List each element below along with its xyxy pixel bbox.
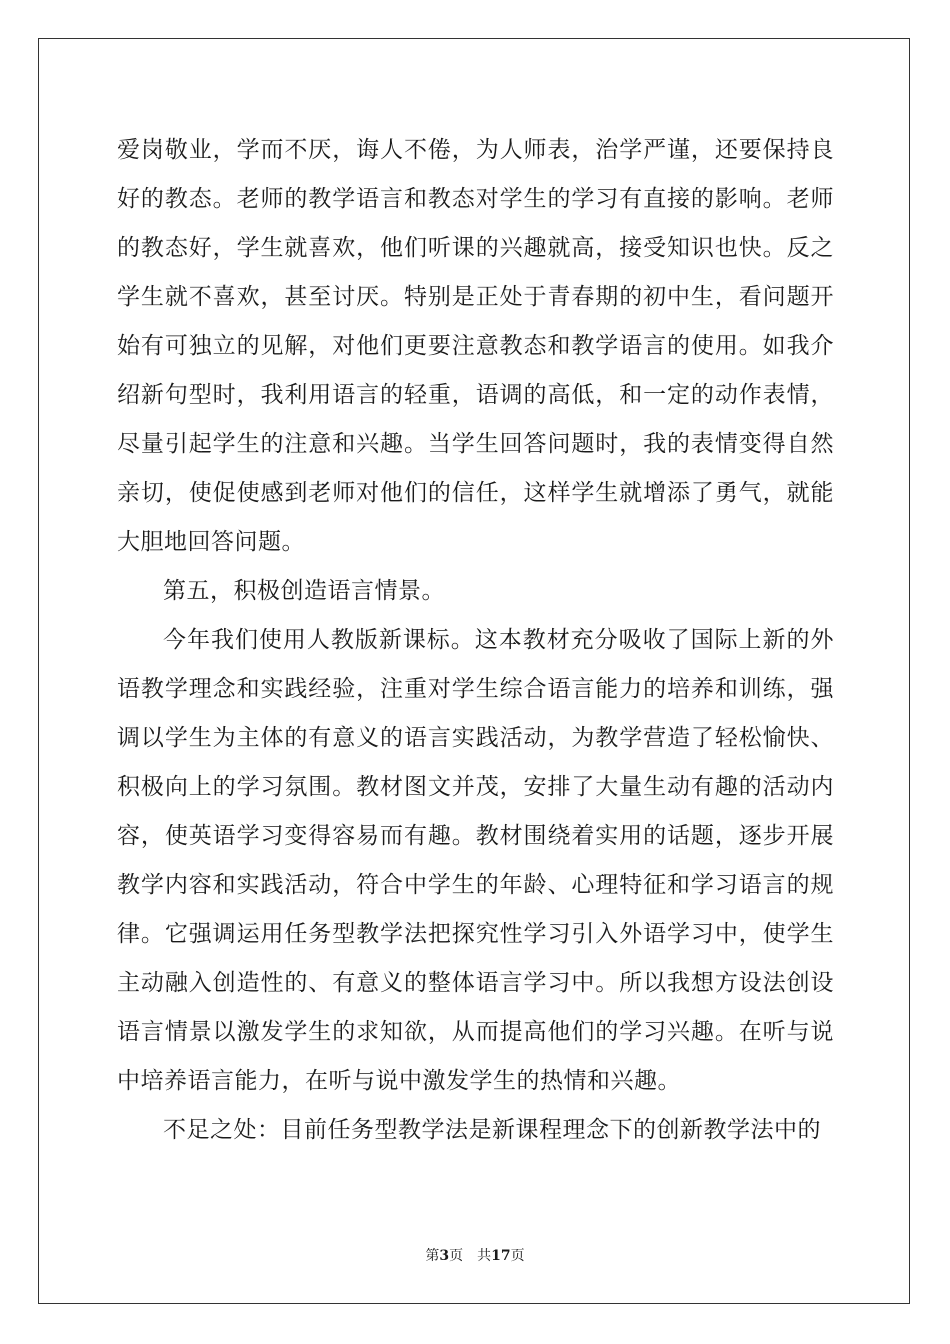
page-footer [0,1246,950,1266]
document-body [117,126,834,1155]
paragraph-4: 不足之处：目前任务型教学法是新课程理念下的创新教学法中的 [163,1117,821,1143]
page-current: 3 [439,1248,450,1264]
total-prefix: 共 [477,1248,492,1264]
page-prefix: 第 [425,1248,440,1264]
page-unit: 页 [449,1248,464,1264]
page-total-label [477,1248,524,1264]
paragraph-3: 今年我们使用人教版新课标。这本教材充分吸收了国际上新的外语教学理念和实践经验，注重对学生综合语言能力的培养和训练，强调以学生为主体的有意义的语言实践活动，为教学营造了轻松愉快、积极向上的学习氛围。教材图文并茂，安排了大量生动有趣的活动内容，使英语学习变得容易而有趣。教材围绕着实用的话题，逐步开展教学内容和实践活动，符合中学生的年龄、心理特征和学习语言的规律。它强调运用任务型教学法把探究性学习引入外语学习中，使学生主动融入创造性的、有意义的整体语言学习中。所以我想方设法创设语言情景以激发学生的求知欲，从而提高他们的学习兴趣。在听与说中培养语言能力，在听与说中激发学生的热情和兴趣。 [117,627,834,1094]
paragraph-2-heading: 第五，积极创造语言情景。 [163,578,445,604]
page-number [425,1248,463,1264]
page-total: 17 [491,1248,511,1264]
paragraph-1: 爱岗敬业，学而不厌，诲人不倦，为人师表，治学严谨，还要保持良好的教态。老师的教学语言和教态对学生的学习有直接的影响。老师的教态好，学生就喜欢，他们听课的兴趣就高，接受知识也快。反之学生就不喜欢，甚至讨厌。特别是正处于青春期的初中生，看问题开始有可独立的见解，对他们更要注意教态和教学语言的使用。如我介绍新句型时，我利用语言的轻重，语调的高低，和一定的动作表情，尽量引起学生的注意和兴趣。当学生回答问题时，我的表情变得自然亲切，使促使感到老师对他们的信任，这样学生就增添了勇气，就能大胆地回答问题。 [117,137,834,555]
total-unit: 页 [510,1248,525,1264]
